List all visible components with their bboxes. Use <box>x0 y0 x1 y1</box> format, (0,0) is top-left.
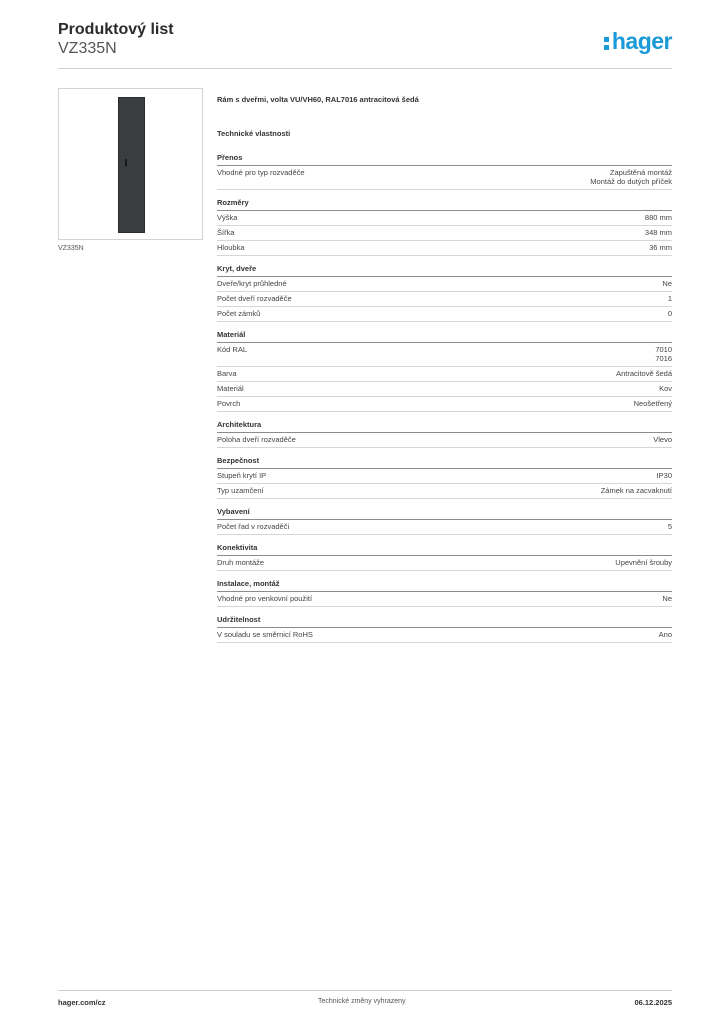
technical-heading: Technické vlastnosti <box>217 129 291 138</box>
spec-value-line: 1 <box>667 294 672 303</box>
spec-value <box>668 294 672 303</box>
footer-date: 06.12.2025 <box>634 998 672 1007</box>
document-title: Produktový list <box>58 21 174 38</box>
spec-section <box>217 456 672 499</box>
spec-row <box>217 343 672 367</box>
spec-row <box>217 592 672 607</box>
hager-logo <box>604 28 672 55</box>
spec-row <box>217 307 672 322</box>
spec-label: Počet zámků <box>217 309 261 318</box>
section-title: Udržitelnost <box>217 615 672 628</box>
spec-value <box>653 435 672 444</box>
spec-row <box>217 628 672 643</box>
spec-label: Povrch <box>217 399 241 408</box>
spec-value-line: Antracitově šedá <box>616 369 672 378</box>
spec-value-line: 7010 <box>655 345 672 354</box>
spec-label: Kód RAL <box>217 345 248 354</box>
spec-value-line: 0 <box>667 309 672 318</box>
spec-value-line: Zámek na zacvaknutí <box>600 486 672 495</box>
spec-value <box>655 345 672 363</box>
spec-label: Typ uzamčení <box>217 486 264 495</box>
footer-notice: Technické změny vyhrazeny <box>318 998 406 1005</box>
spec-value <box>634 399 672 408</box>
spec-section <box>217 330 672 412</box>
spec-label: Šířka <box>217 228 235 237</box>
spec-label: Materiál <box>217 384 244 393</box>
product-code: VZ335N <box>58 40 117 57</box>
spec-label: Počet dveří rozvaděče <box>217 294 292 303</box>
spec-value-line: 348 mm <box>644 228 672 237</box>
spec-row <box>217 520 672 535</box>
spec-value-line: Kov <box>659 384 672 393</box>
spec-value-line: Ne <box>662 279 672 288</box>
spec-row <box>217 211 672 226</box>
spec-row <box>217 277 672 292</box>
product-description: Rám s dveřmi, volta VU/VH60, RAL7016 antracitová šedá <box>217 95 419 104</box>
spec-value <box>645 228 672 237</box>
section-title: Bezpečnost <box>217 456 672 469</box>
spec-label: Výška <box>217 213 238 222</box>
spec-section <box>217 507 672 535</box>
spec-value <box>659 630 672 639</box>
door-panel-illustration <box>118 97 145 233</box>
spec-label: Poloha dveří rozvaděče <box>217 435 296 444</box>
product-image <box>58 88 203 240</box>
spec-label: Vhodné pro typ rozvaděče <box>217 168 305 177</box>
section-title: Kryt, dveře <box>217 264 672 277</box>
spec-value-line: Ne <box>662 594 672 603</box>
page-header <box>58 20 672 70</box>
spec-label: V souladu se směrnicí RoHS <box>217 630 313 639</box>
product-details <box>217 95 672 651</box>
spec-value <box>659 384 672 393</box>
spec-value-line: Vlevo <box>653 435 672 444</box>
section-title: Rozměry <box>217 198 672 211</box>
spec-label: Barva <box>217 369 237 378</box>
spec-row <box>217 397 672 412</box>
spec-row <box>217 226 672 241</box>
logo-text: hager <box>611 28 672 54</box>
spec-value-line: IP30 <box>656 471 672 480</box>
spec-label: Stupeň krytí IP <box>217 471 267 480</box>
spec-value <box>590 168 672 186</box>
spec-value <box>601 486 672 495</box>
spec-value <box>662 594 672 603</box>
section-title: Architektura <box>217 420 672 433</box>
spec-row <box>217 292 672 307</box>
spec-section <box>217 615 672 643</box>
spec-section <box>217 579 672 607</box>
spec-row <box>217 556 672 571</box>
image-caption: VZ335N <box>58 245 84 252</box>
header-divider <box>58 68 672 69</box>
footer-divider <box>58 990 672 991</box>
spec-label: Dveře/kryt průhledné <box>217 279 287 288</box>
spec-value <box>657 471 672 480</box>
spec-row <box>217 166 672 190</box>
spec-row <box>217 433 672 448</box>
section-title: Přenos <box>217 153 672 166</box>
spec-row <box>217 484 672 499</box>
spec-label: Druh montáže <box>217 558 265 567</box>
spec-value <box>662 279 672 288</box>
spec-section <box>217 264 672 322</box>
spec-value <box>615 558 672 567</box>
spec-value <box>649 243 672 252</box>
spec-value-line: Zapuštěná montáž <box>609 168 672 177</box>
spec-value <box>645 213 672 222</box>
spec-row <box>217 241 672 256</box>
spec-label: Hloubka <box>217 243 245 252</box>
footer-website: hager.com/cz <box>58 998 106 1007</box>
spec-value-line: 880 mm <box>644 213 672 222</box>
section-title: Materiál <box>217 330 672 343</box>
spec-value-line: 5 <box>667 522 672 531</box>
spec-section <box>217 543 672 571</box>
spec-value-line: 36 mm <box>649 243 672 252</box>
spec-section <box>217 198 672 256</box>
spec-label: Počet řad v rozvaděči <box>217 522 290 531</box>
spec-label: Vhodné pro venkovní použití <box>217 594 313 603</box>
section-title: Konektivita <box>217 543 672 556</box>
spec-sections <box>217 153 672 643</box>
spec-value-line: 7016 <box>655 354 672 363</box>
spec-value-line: Ano <box>658 630 672 639</box>
spec-value-line: Neošetřený <box>633 399 672 408</box>
spec-value <box>616 369 672 378</box>
section-title: Vybavení <box>217 507 672 520</box>
spec-value-line: Upevnění šrouby <box>615 558 672 567</box>
spec-row <box>217 382 672 397</box>
spec-row <box>217 367 672 382</box>
spec-value <box>668 309 672 318</box>
spec-row <box>217 469 672 484</box>
logo-colon-icon <box>604 34 610 50</box>
spec-value-line: Montáž do dutých příček <box>590 177 672 186</box>
spec-section <box>217 153 672 190</box>
section-title: Instalace, montáž <box>217 579 672 592</box>
spec-value <box>668 522 672 531</box>
spec-section <box>217 420 672 448</box>
